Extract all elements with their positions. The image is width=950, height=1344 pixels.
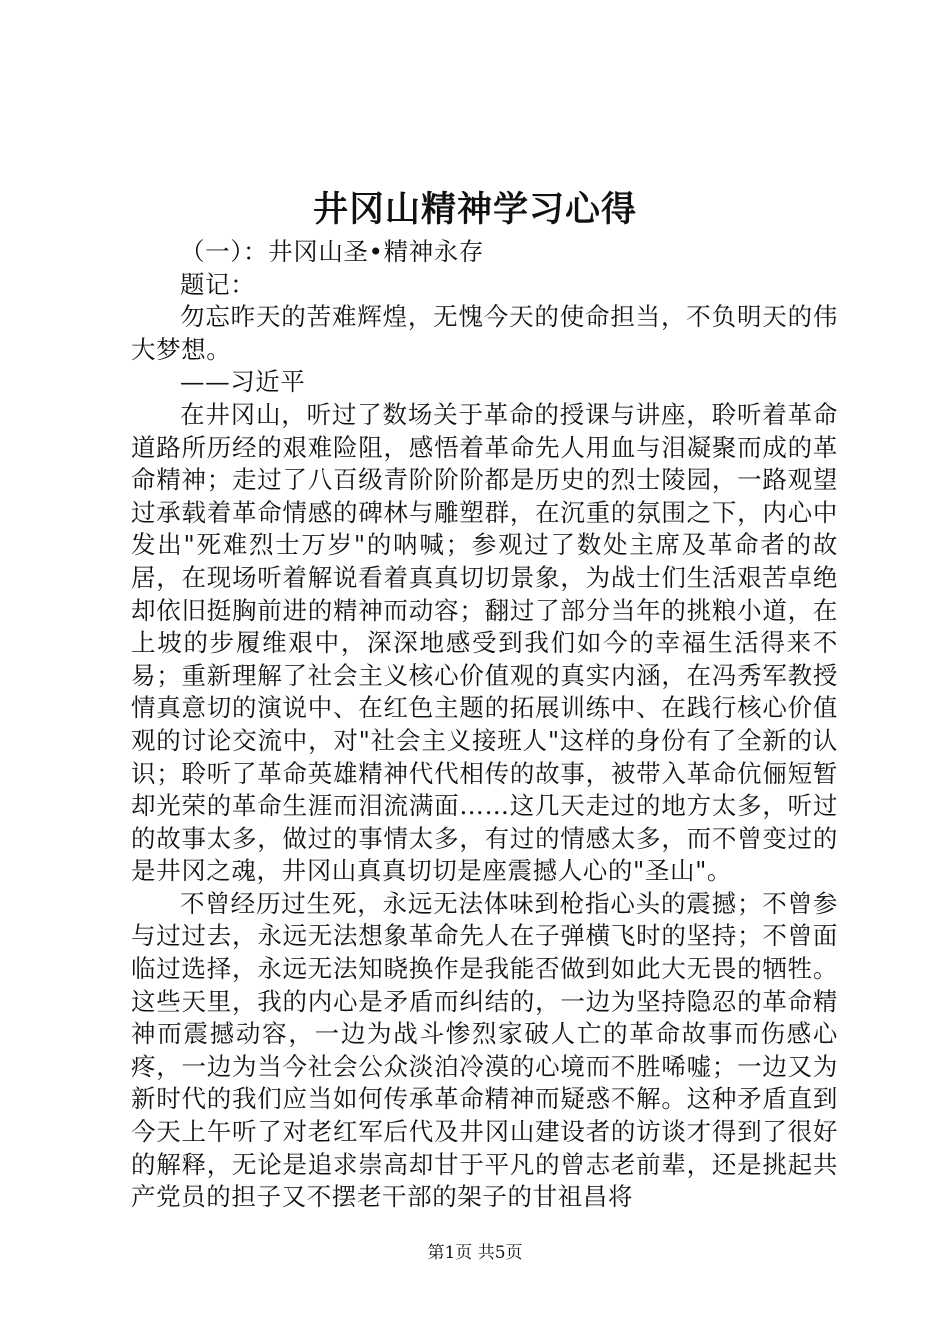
epigraph-text: 勿忘昨天的苦难辉煌，无愧今天的使命担当，不负明天的伟大梦想。 <box>131 302 838 364</box>
document-title: 井冈山精神学习心得 <box>312 189 637 230</box>
document-body <box>131 236 838 1214</box>
paragraph-1: 在井冈山，听过了数场关于革命的授课与讲座，聆听着革命道路所历经的艰难险阻，感悟着革命先人用血与泪凝聚而成的革命精神；走过了八百级青阶阶阶都是历史的烈士陵园，一路观望过承载着革命情感的碑林与雕塑群，在沉重的氛围之下，内心中发出"死难烈士万岁"的呐喊；参观过了数处主席及革命者的故居，在现场听着解说看着真真切切景象，为战士们生活艰苦卓绝却依旧挺胸前进的精神而动容；翻过了部分当年的挑粮小道，在上坡的步履维艰中，深深地感受到我们如今的幸福生活得来不易；重新理解了社会主义核心价值观的真实内涵，在冯秀军教授情真意切的演说中、在红色主题的拓展训练中、在践行核心价值观的讨论交流中，对"社会主义接班人"这样的身份有了全新的认识；聆听了革命英雄精神代代相传的故事，被带入革命伉俪短暂却光荣的革命生涯而泪流满面……这几天走过的地方太多，听过的故事太多，做过的事情太多，有过的情感太多，而不曾变过的是井冈之魂，井冈山真真切切是座震撼人心的"圣山"。 <box>131 399 838 886</box>
epigraph-label: 题记： <box>180 269 256 299</box>
epigraph-author: ——习近平 <box>180 367 306 397</box>
paragraph-2: 不曾经历过生死，永远无法体味到枪指心头的震撼；不曾参与过过去，永远无法想象革命先人在子弹横飞时的坚持；不曾面临过选择，永远无法知晓换作是我能否做到如此大无畏的牺牲。这些天里，我的内心是矛盾而纠结的，一边为坚持隐忍的革命精神而震撼动容，一边为战斗惨烈家破人亡的革命故事而伤感心疼，一边为当今社会公众淡泊冷漠的心境而不胜唏嘘；一边又为新时代的我们应当如何传承革命精神而疑惑不解。这种矛盾直到今天上午听了对老红军后代及井冈山建设者的访谈才得到了很好的解释，无论是追求崇高却甘于平凡的曾志老前辈，还是挑起共产党员的担子又不摆老干部的架子的甘祖昌将 <box>131 888 838 1212</box>
page-footer: 第1页 共5页 <box>427 1243 523 1263</box>
subtitle: （一）：井冈山圣•精神永存 <box>180 237 484 266</box>
